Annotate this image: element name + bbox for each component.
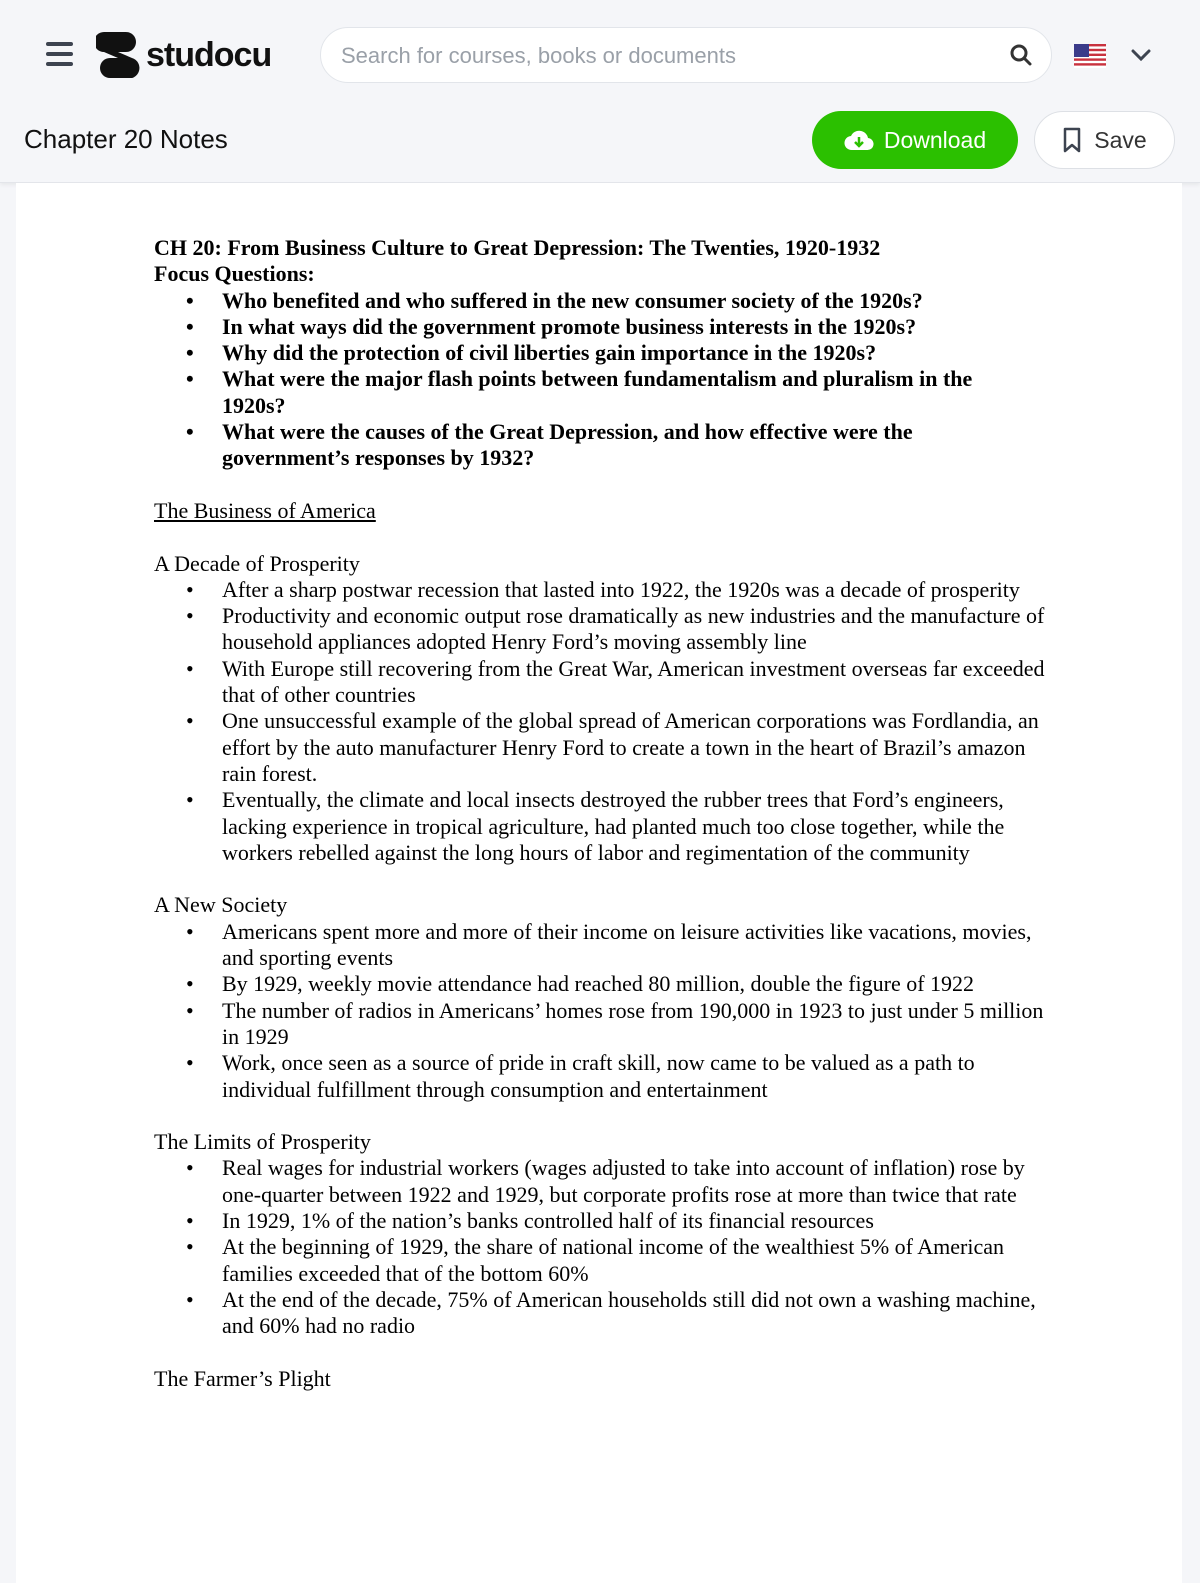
list-item: • Eventually, the climate and local insects destroyed the rubber trees that Ford’s engineers, lacking experience in tropical agriculture, had planted much too close together, while the workers rebelled against the long hours of labor and regimentation of the community [154,787,1054,866]
document-page [16,183,1182,1583]
subsection-title: The Farmer’s Plight [154,1365,331,1391]
list-item: • Work, once seen as a source of pride in craft skill, now came to be valued as a path to individual fulfillment through consumption and entertainment [154,1050,1054,1103]
list-item: • The number of radios in Americans’ homes rose from 190,000 in 1923 to just under 5 million in 1929 [154,998,1054,1051]
menu-icon[interactable] [46,42,73,68]
subsection-list [154,919,1054,1103]
logo-text: studocu [146,35,272,74]
section-title: The Business of America [154,497,376,523]
list-item: • Americans spent more and more of their income on leisure activities like vacations, movies, and sporting events [154,919,1054,972]
us-flag-icon[interactable] [1074,44,1106,68]
subsection-list [154,1155,1054,1339]
list-item: • What were the causes of the Great Depression, and how effective were the government’s responses by 1932? [154,419,1054,472]
document-heading: CH 20: From Business Culture to Great Depression: The Twenties, 1920-1932 [154,235,881,260]
download-button[interactable] [812,111,1018,169]
save-button[interactable] [1034,111,1175,169]
focus-questions [154,288,1054,472]
subsection-title: A New Society [154,892,288,918]
list-item: • In what ways did the government promote business interests in the 1920s? [154,314,1054,340]
subsection-title: The Limits of Prosperity [154,1129,371,1155]
document-title: Chapter 20 Notes [24,124,228,154]
list-item: • By 1929, weekly movie attendance had reached 80 million, double the figure of 1922 [154,971,1054,997]
list-item: • After a sharp postwar recession that lasted into 1922, the 1920s was a decade of prosperity [154,577,1054,603]
list-item: • What were the major flash points between fundamentalism and pluralism in the 1920s? [154,366,1054,419]
focus-label: Focus Questions: [154,261,315,287]
subsection-list [154,577,1054,866]
search-icon[interactable] [1009,43,1033,67]
list-item: • Why did the protection of civil liberties gain importance in the 1920s? [154,340,1054,366]
save-label: Save [1094,126,1147,153]
list-item: • In 1929, 1% of the nation’s banks controlled half of its financial resources [154,1208,1054,1234]
search-input[interactable] [339,42,993,70]
studocu-logo-icon [96,32,140,78]
list-item: • Productivity and economic output rose dramatically as new industries and the manufacture of household appliances adopted Henry Ford’s moving assembly line [154,603,1054,656]
list-item: • Who benefited and who suffered in the new consumer society of the 1920s? [154,288,1054,314]
list-item: • At the end of the decade, 75% of American households still did not own a washing machine, and 60% had no radio [154,1287,1054,1340]
list-item: • One unsuccessful example of the global spread of American corporations was Fordlandia, an effort by the auto manufacturer Henry Ford to create a town in the heart of Brazil’s amazon rain forest. [154,708,1054,787]
bookmark-icon [1062,127,1082,153]
cloud-download-icon [844,128,874,152]
subsection-title: A Decade of Prosperity [154,550,360,576]
list-item: • At the beginning of 1929, the share of national income of the wealthiest 5% of American families exceeded that of the bottom 60% [154,1234,1054,1287]
search-box[interactable] [320,27,1052,83]
chevron-down-icon[interactable] [1130,46,1152,64]
list-item: • With Europe still recovering from the Great War, American investment overseas far exceeded that of other countries [154,656,1054,709]
studocu-logo[interactable] [96,32,271,78]
list-item: • Real wages for industrial workers (wages adjusted to take into account of inflation) rose by one-quarter between 1922 and 1929, but corporate profits rose at more than twice that rate [154,1155,1054,1208]
document-content [154,235,1054,1392]
download-label: Download [883,126,987,153]
top-bar [0,0,1200,183]
